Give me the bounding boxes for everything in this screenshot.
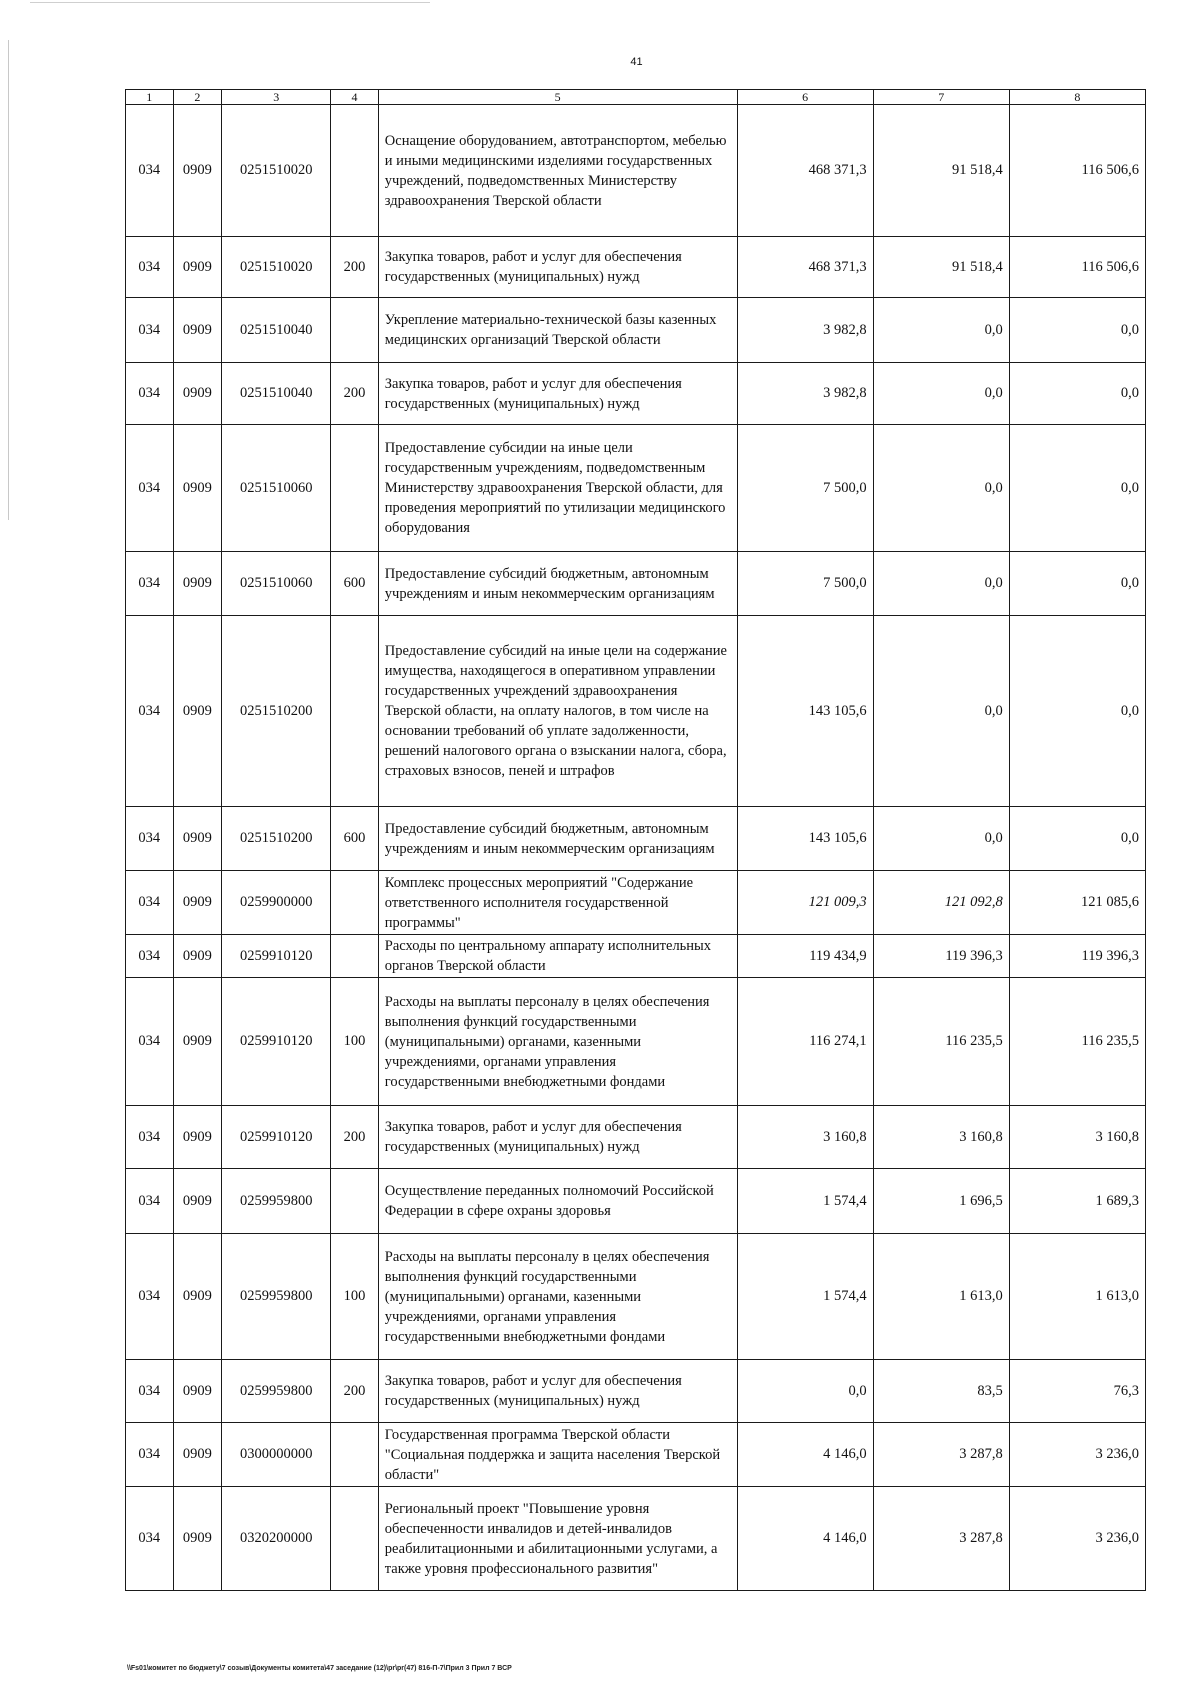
target-article-code: 0259910120 [222,1106,331,1169]
expense-type-code [331,1487,379,1591]
amount-col-7: 0,0 [873,363,1009,425]
amount-col-7: 0,0 [873,807,1009,871]
expense-type-code: 100 [331,978,379,1106]
expense-description: Укрепление материально-технической базы казенных медицинских организаций Тверской области [378,298,737,363]
amount-col-6: 1 574,4 [737,1234,873,1360]
section-code: 0909 [173,1423,222,1487]
ministry-code: 034 [126,425,174,552]
table-row [126,425,1146,552]
ministry-code: 034 [126,616,174,807]
amount-col-7: 1 613,0 [873,1234,1009,1360]
expense-description: Расходы на выплаты персоналу в целях обеспечения выполнения функций государственными (муниципальными) органами, казенными учреждениями, органами управления государственными внебюджетными фондами [378,1234,737,1360]
amount-col-8: 3 236,0 [1009,1423,1145,1487]
ministry-code: 034 [126,935,174,978]
section-code: 0909 [173,616,222,807]
section-code: 0909 [173,237,222,298]
column-header: 8 [1009,90,1145,105]
amount-col-6: 4 146,0 [737,1423,873,1487]
amount-col-7: 0,0 [873,298,1009,363]
column-header: 3 [222,90,331,105]
amount-col-8: 0,0 [1009,807,1145,871]
target-article-code: 0259900000 [222,871,331,935]
table-row [126,363,1146,425]
expense-type-code: 600 [331,807,379,871]
amount-col-6: 4 146,0 [737,1487,873,1591]
column-header: 5 [378,90,737,105]
ministry-code: 034 [126,363,174,425]
ministry-code: 034 [126,1234,174,1360]
column-header: 2 [173,90,222,105]
table-row [126,298,1146,363]
expense-type-code: 200 [331,237,379,298]
target-article-code: 0251510060 [222,552,331,616]
column-header: 6 [737,90,873,105]
target-article-code: 0251510020 [222,237,331,298]
target-article-code: 0259910120 [222,978,331,1106]
scan-artifact-line [30,2,430,3]
amount-col-8: 119 396,3 [1009,935,1145,978]
amount-col-8: 116 506,6 [1009,237,1145,298]
table-row [126,807,1146,871]
target-article-code: 0251510040 [222,363,331,425]
target-article-code: 0259959800 [222,1234,331,1360]
amount-col-8: 3 160,8 [1009,1106,1145,1169]
ministry-code: 034 [126,298,174,363]
ministry-code: 034 [126,552,174,616]
expense-type-code [331,616,379,807]
expense-type-code [331,871,379,935]
page-number: 41 [630,56,643,68]
amount-col-6: 143 105,6 [737,616,873,807]
target-article-code: 0251510200 [222,807,331,871]
table-row [126,105,1146,237]
amount-col-8: 1 689,3 [1009,1169,1145,1234]
amount-col-6: 3 160,8 [737,1106,873,1169]
expense-description: Закупка товаров, работ и услуг для обеспечения государственных (муниципальных) нужд [378,1360,737,1423]
expense-description: Государственная программа Тверской области "Социальная поддержка и защита населения Тверской области" [378,1423,737,1487]
section-code: 0909 [173,425,222,552]
section-code: 0909 [173,105,222,237]
ministry-code: 034 [126,1169,174,1234]
table-row [126,552,1146,616]
table-row [126,237,1146,298]
amount-col-6: 7 500,0 [737,552,873,616]
target-article-code: 0259959800 [222,1360,331,1423]
section-code: 0909 [173,1487,222,1591]
amount-col-6: 119 434,9 [737,935,873,978]
amount-col-6: 468 371,3 [737,237,873,298]
amount-col-7: 121 092,8 [873,871,1009,935]
target-article-code: 0251510020 [222,105,331,237]
ministry-code: 034 [126,237,174,298]
amount-col-8: 76,3 [1009,1360,1145,1423]
amount-col-8: 1 613,0 [1009,1234,1145,1360]
amount-col-8: 0,0 [1009,298,1145,363]
table-row [126,1360,1146,1423]
amount-col-6: 116 274,1 [737,978,873,1106]
amount-col-7: 1 696,5 [873,1169,1009,1234]
amount-col-8: 0,0 [1009,425,1145,552]
section-code: 0909 [173,871,222,935]
amount-col-7: 116 235,5 [873,978,1009,1106]
expense-description: Комплекс процессных мероприятий "Содержание ответственного исполнителя государственной программы" [378,871,737,935]
target-article-code: 0251510040 [222,298,331,363]
amount-col-6: 3 982,8 [737,298,873,363]
expense-description: Оснащение оборудованием, автотранспортом, мебелью и иными медицинскими изделиями государственных учреждений, подведомственных Министерству здравоохранения Тверской области [378,105,737,237]
expense-type-code: 200 [331,1360,379,1423]
amount-col-6: 143 105,6 [737,807,873,871]
amount-col-7: 83,5 [873,1360,1009,1423]
table-row [126,1423,1146,1487]
expense-description: Региональный проект "Повышение уровня обеспеченности инвалидов и детей-инвалидов реабилитационными и абилитационными услугами, а также уровня профессионального развития" [378,1487,737,1591]
section-code: 0909 [173,1360,222,1423]
expense-type-code: 200 [331,363,379,425]
expense-type-code [331,105,379,237]
table-row [126,978,1146,1106]
amount-col-7: 0,0 [873,552,1009,616]
amount-col-6: 0,0 [737,1360,873,1423]
amount-col-7: 119 396,3 [873,935,1009,978]
amount-col-7: 3 287,8 [873,1423,1009,1487]
expense-description: Предоставление субсидий на иные цели на содержание имущества, находящегося в оперативном управлении государственных учреждений здравоохранения Тверской области, на оплату налогов, в том числе на основании требований об уплате задолженности, решений налогового органа о взыскании налога, сбора, страховых взносов, пеней и штрафов [378,616,737,807]
ministry-code: 034 [126,1106,174,1169]
table-row [126,935,1146,978]
ministry-code: 034 [126,1360,174,1423]
table-row [126,1169,1146,1234]
ministry-code: 034 [126,871,174,935]
amount-col-8: 0,0 [1009,616,1145,807]
expense-description: Предоставление субсидий бюджетным, автономным учреждениям и иным некоммерческим организациям [378,807,737,871]
amount-col-7: 91 518,4 [873,237,1009,298]
amount-col-6: 7 500,0 [737,425,873,552]
amount-col-8: 121 085,6 [1009,871,1145,935]
amount-col-7: 0,0 [873,425,1009,552]
amount-col-8: 0,0 [1009,552,1145,616]
expense-description: Расходы на выплаты персоналу в целях обеспечения выполнения функций государственными (муниципальными) органами, казенными учреждениями, органами управления государственными внебюджетными фондами [378,978,737,1106]
amount-col-8: 3 236,0 [1009,1487,1145,1591]
column-header: 4 [331,90,379,105]
section-code: 0909 [173,1234,222,1360]
expense-description: Предоставление субсидии на иные цели государственным учреждениям, подведомственным Министерству здравоохранения Тверской области, для проведения мероприятий по утилизации медицинского оборудования [378,425,737,552]
expense-type-code [331,1423,379,1487]
column-header: 1 [126,90,174,105]
amount-col-7: 91 518,4 [873,105,1009,237]
section-code: 0909 [173,978,222,1106]
expense-type-code [331,1169,379,1234]
amount-col-8: 0,0 [1009,363,1145,425]
column-header: 7 [873,90,1009,105]
target-article-code: 0251510060 [222,425,331,552]
footer-file-path: \\Fs01\комитет по бюджету\7 созыв\Документы комитета\47 заседание (12)\pr\pr(47) 816-П-7\Прил 3 Прил 7 ВСР [127,1665,512,1672]
expense-type-code: 600 [331,552,379,616]
ministry-code: 034 [126,1423,174,1487]
budget-table [125,89,1146,1591]
section-code: 0909 [173,807,222,871]
expense-type-code [331,425,379,552]
expense-type-code: 200 [331,1106,379,1169]
target-article-code: 0259910120 [222,935,331,978]
amount-col-7: 0,0 [873,616,1009,807]
ministry-code: 034 [126,105,174,237]
section-code: 0909 [173,1106,222,1169]
table-header-row [126,90,1146,105]
amount-col-8: 116 506,6 [1009,105,1145,237]
ministry-code: 034 [126,807,174,871]
table-row [126,1234,1146,1360]
expense-description: Закупка товаров, работ и услуг для обеспечения государственных (муниципальных) нужд [378,237,737,298]
amount-col-7: 3 160,8 [873,1106,1009,1169]
target-article-code: 0259959800 [222,1169,331,1234]
expense-description: Закупка товаров, работ и услуг для обеспечения государственных (муниципальных) нужд [378,1106,737,1169]
expense-description: Осуществление переданных полномочий Российской Федерации в сфере охраны здоровья [378,1169,737,1234]
table-row [126,1106,1146,1169]
expense-description: Расходы по центральному аппарату исполнительных органов Тверской области [378,935,737,978]
table-row [126,871,1146,935]
amount-col-6: 468 371,3 [737,105,873,237]
amount-col-8: 116 235,5 [1009,978,1145,1106]
amount-col-6: 3 982,8 [737,363,873,425]
expense-type-code: 100 [331,1234,379,1360]
section-code: 0909 [173,363,222,425]
table-row [126,616,1146,807]
expense-type-code [331,298,379,363]
amount-col-6: 1 574,4 [737,1169,873,1234]
target-article-code: 0320200000 [222,1487,331,1591]
amount-col-6: 121 009,3 [737,871,873,935]
target-article-code: 0300000000 [222,1423,331,1487]
ministry-code: 034 [126,1487,174,1591]
target-article-code: 0251510200 [222,616,331,807]
expense-description: Предоставление субсидий бюджетным, автономным учреждениям и иным некоммерческим организациям [378,552,737,616]
scan-artifact-line [8,40,9,520]
expense-type-code [331,935,379,978]
section-code: 0909 [173,1169,222,1234]
section-code: 0909 [173,298,222,363]
section-code: 0909 [173,935,222,978]
table-row [126,1487,1146,1591]
amount-col-7: 3 287,8 [873,1487,1009,1591]
expense-description: Закупка товаров, работ и услуг для обеспечения государственных (муниципальных) нужд [378,363,737,425]
ministry-code: 034 [126,978,174,1106]
section-code: 0909 [173,552,222,616]
